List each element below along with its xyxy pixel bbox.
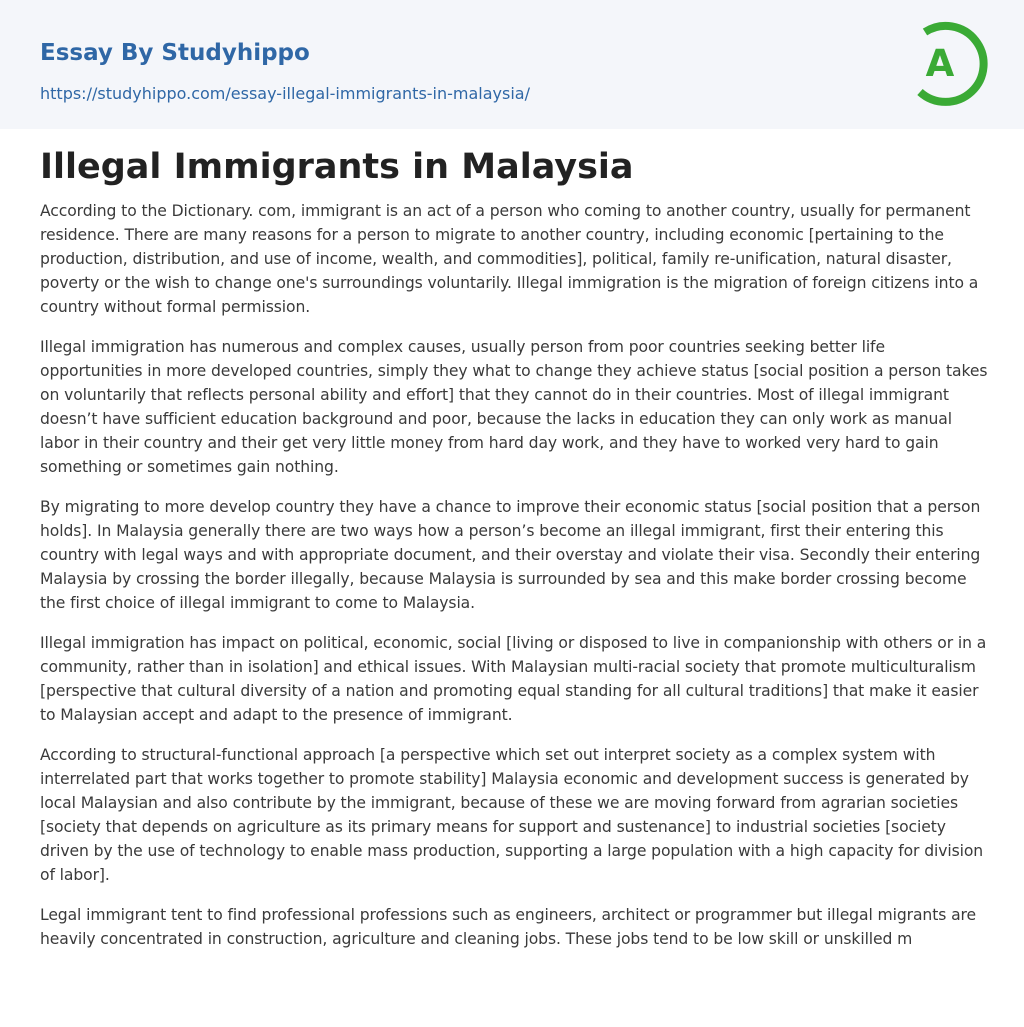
studyhippo-logo[interactable] (910, 18, 988, 106)
paragraph-2: Illegal immigration has numerous and complex causes, usually person from poor countries seeking better life opportunities in more developed countries, simply they what to change they achieve status [social position a person takes on voluntarily that reflects personal ability and effort] that they cannot do in their countries. Most of illegal immigrant doesn’t have sufficient education background and poor, because the lacks in education they can only work as manual labor in their country and their get very little money from hard day work, and they have to worked very hard to gain something or sometimes gain nothing. (40, 338, 988, 476)
essay-url-link[interactable]: https://studyhippo.com/essay-illegal-immigrants-in-malaysia/ (40, 84, 530, 103)
paragraph-4: Illegal immigration has impact on political, economic, social [living or disposed to live in companionship with others or in a community, rather than in isolation] and ethical issues. With Malaysian multi-racial society that promote multiculturalism [perspective that cultural diversity of a nation and promoting equal standing for all cultural traditions] that make it easier to Malaysian accept and adapt to the presence of immigrant. (40, 634, 987, 724)
logo-letter: A (925, 42, 955, 85)
paragraph-5: According to structural-functional approach [a perspective which set out interpret society as a complex system with interrelated part that works together to promote stability] Malaysia economic and development success is generated by local Malaysian and also contribute by the immigrant, because of these we are moving forward from agrarian societies [society that depends on agriculture as its primary means for support and sustenance] to industrial societies [society driven by the use of technology to enable mass production, supporting a large population with a high capacity for division of labor]. (40, 746, 984, 884)
paragraph-1: According to the Dictionary. com, immigrant is an act of a person who coming to another country, usually for permanent residence. There are many reasons for a person to migrate to another country, including economic [pertaining to the production, distribution, and use of income, wealth, and commodities], political, family re-unification, natural disaster, poverty or the wish to change one's surroundings voluntarily. Illegal immigration is the migration of foreign citizens into a country without formal permission. (40, 202, 979, 316)
page-title: Illegal Immigrants in Malaysia (40, 147, 634, 187)
site-title[interactable]: Essay By Studyhippo (40, 40, 310, 66)
paragraph-6: Legal immigrant tent to find professional professions such as engineers, architect or programmer but illegal migrants are heavily concentrated in construction, agriculture and cleaning jobs. These jobs tend to be low skill or unskilled m (40, 906, 977, 948)
site-header (0, 0, 1024, 129)
paragraph-3: By migrating to more develop country they have a chance to improve their economic status [social position that a person holds]. In Malaysia generally there are two ways how a person’s become an illegal immigrant, first their entering this country with legal ways and with appropriate document, and their overstay and violate their visa. Secondly their entering Malaysia by crossing the border illegally, because Malaysia is surrounded by sea and this make border crossing become the first choice of illegal immigrant to come to Malaysia. (40, 498, 981, 612)
article-body (40, 143, 990, 967)
logo-ring-icon (910, 18, 988, 106)
